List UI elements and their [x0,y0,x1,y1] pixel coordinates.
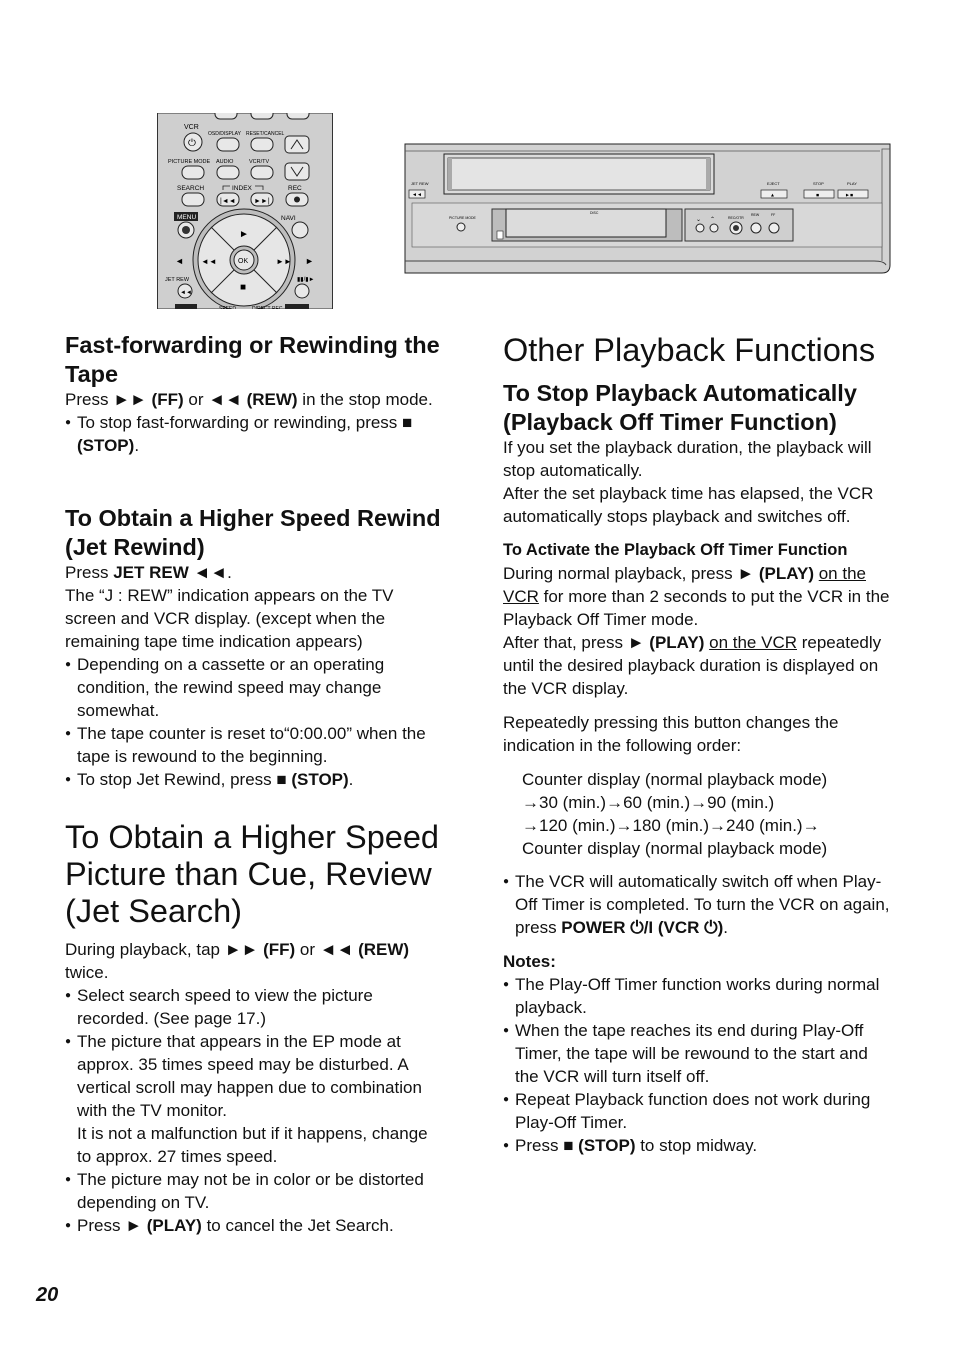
svg-text:►: ► [239,229,249,240]
playback-off-description: After the set playback time has elapsed, the VCR automatically stops playback and switches off. [503,484,874,526]
svg-text:◄◄: ◄◄ [201,257,217,266]
svg-text:SPEED: SPEED [219,306,236,309]
svg-text:►: ► [305,256,314,266]
jet-search-heading: To Obtain a Higher Speed Picture than Cue, Review (Jet Search) [65,819,439,929]
jet-rewind-section [65,561,445,791]
vcr-tv-label: VCR/TV [249,159,270,165]
svg-text:⌄: ⌄ [696,217,702,223]
remote-illustration [157,113,333,309]
jet-rewind-bullet-counter: ● The tape counter is reset to“0:00.00” when the tape is rewound to the beginning. [65,722,445,768]
svg-text:►►|: ►►| [254,198,270,205]
jet-rewind-bullet-speed: ● Depending on a cassette or an operating condition, the rewind speed may change somewhat. [65,653,445,722]
order-intro: Repeatedly pressing this button changes the indication in the following order: [503,713,839,755]
svg-text:►►: ►► [276,257,292,266]
menu-label: MENU [177,214,197,221]
picture-mode-label: PICTURE MODE [168,159,211,165]
audio-label: AUDIO [216,159,234,165]
svg-text:■: ■ [816,192,820,199]
note-item: ● The Play-Off Timer function works during normal playback. [503,973,893,1019]
other-playback-heading: Other Playback Functions [503,332,876,368]
svg-text:REC/OTR: REC/OTR [728,216,744,220]
vcr-front-panel-illustration [404,143,894,275]
jet-rewind-heading: To Obtain a Higher Speed Rewind (Jet Rewind) [65,505,441,560]
jet-search-section [65,938,445,1237]
activate-heading: To Activate the Playback Off Timer Function [503,541,848,559]
svg-text:JET REW: JET REW [411,181,429,186]
playback-off-intro: If you set the playback duration, the playback will stop automatically. [503,438,872,480]
jet-rew-label: JET REW [165,277,190,283]
svg-text:◄: ◄ [175,256,184,266]
svg-text:⏻: ⏻ [188,138,196,149]
note-item: ● When the tape reaches its end during Play-Off Timer, the tape will be rewound to the start and the VCR will turn itself off. [503,1019,893,1088]
sequence-line: Counter display (normal playback mode) [522,839,828,858]
svg-text:▮▮/▮►: ▮▮/▮► [297,277,315,283]
vcr-label: VCR [184,124,199,131]
jet-rewind-indication: The “J : REW” indication appears on the TV screen and VCR display. (except when the remaining tape time indication appears) [65,586,394,651]
playback-off-timer-heading: To Stop Playback Automatically (Playback Off Timer Function) [503,380,857,435]
rec-label: REC [288,185,302,192]
svg-text:PICTURE MODE: PICTURE MODE [449,216,476,220]
svg-text:EJECT: EJECT [767,181,780,186]
page-number: 20 [36,1284,59,1306]
note-item: ● Repeat Playback function does not work during Play-Off Timer. [503,1088,893,1134]
sequence-line: →120 (min.)→180 (min.)→240 (min.)→ [522,816,820,835]
activate-step-2: After that, press ► (PLAY) on the VCR repeatedly until the desired playback duration is displayed on the VCR display. [503,633,882,698]
svg-text:⌃: ⌃ [710,217,716,223]
auto-switch-off-bullet: ● The VCR will automatically switch off when Play-Off Timer is completed. To turn the VCR on again, press POWER ⏻/I (VCR ⏻). [503,870,893,939]
note-item: ● Press ■ (STOP) to stop midway. [503,1134,893,1157]
ff-rew-section [65,388,445,457]
svg-text:DISC: DISC [590,211,599,215]
navi-label: NAVI [281,215,296,222]
svg-text:STOP: STOP [813,181,824,186]
ff-rew-instruction: Press ►► (FF) or ◄◄ (REW) in the stop mode. [65,390,433,409]
order-sequence [503,768,893,860]
jet-search-malfunction-note: It is not a malfunction but if it happens, change to approx. 27 times speed. [77,1124,428,1166]
jet-rewind-bullet-stop: ● To stop Jet Rewind, press ■ (STOP). [65,768,445,791]
reset-label: RESET/CANCEL [246,131,285,137]
svg-text:DIRECT REC: DIRECT REC [252,306,283,309]
sequence-line: →30 (min.)→60 (min.)→90 (min.) [522,793,775,812]
jet-search-instruction: During playback, tap ►► (FF) or ◄◄ (REW) twice. [65,940,410,982]
svg-text:◄◄: ◄◄ [180,290,192,296]
jet-rewind-instruction: Press JET REW ◄◄. [65,563,232,582]
svg-text:◄◄: ◄◄ [412,192,422,198]
notes-heading: Notes: [503,952,556,971]
osd-label: OSD/DISPLAY [208,131,241,137]
jet-search-bullet-speed: ● Select search speed to view the picture recorded. (See page 17.) [65,984,445,1030]
sequence-line: Counter display (normal playback mode) [522,770,828,789]
index-label: INDEX [232,185,252,192]
ok-label: OK [238,258,249,265]
search-label: SEARCH [177,185,205,192]
activate-step-1: During normal playback, press ► (PLAY) on the VCR for more than 2 seconds to put the VCR in the Playback Off Timer mode. [503,564,890,629]
svg-text:▲: ▲ [770,192,775,199]
svg-text:■: ■ [240,282,247,293]
svg-text:REW: REW [751,213,760,217]
playback-off-timer-section [503,436,893,1157]
ff-rew-stop-bullet: ● To stop fast-forwarding or rewinding, press ■ (STOP). [65,411,445,457]
jet-search-bullet-color: ● The picture may not be in color or be distorted depending on TV. [65,1168,445,1214]
svg-text:PLAY: PLAY [847,181,857,186]
jet-search-bullet-cancel: ● Press ► (PLAY) to cancel the Jet Search. [65,1214,445,1237]
svg-text:►■: ►■ [845,192,853,199]
svg-text:|◄◄: |◄◄ [220,198,236,205]
jet-search-bullet-ep: ● The picture that appears in the EP mode at approx. 35 times speed may be disturbed. A vertical scroll may happen due to combination with the TV monitor. [65,1030,445,1122]
ff-rew-heading: Fast-forwarding or Rewinding the Tape [65,332,440,387]
svg-text:FF: FF [771,213,776,217]
